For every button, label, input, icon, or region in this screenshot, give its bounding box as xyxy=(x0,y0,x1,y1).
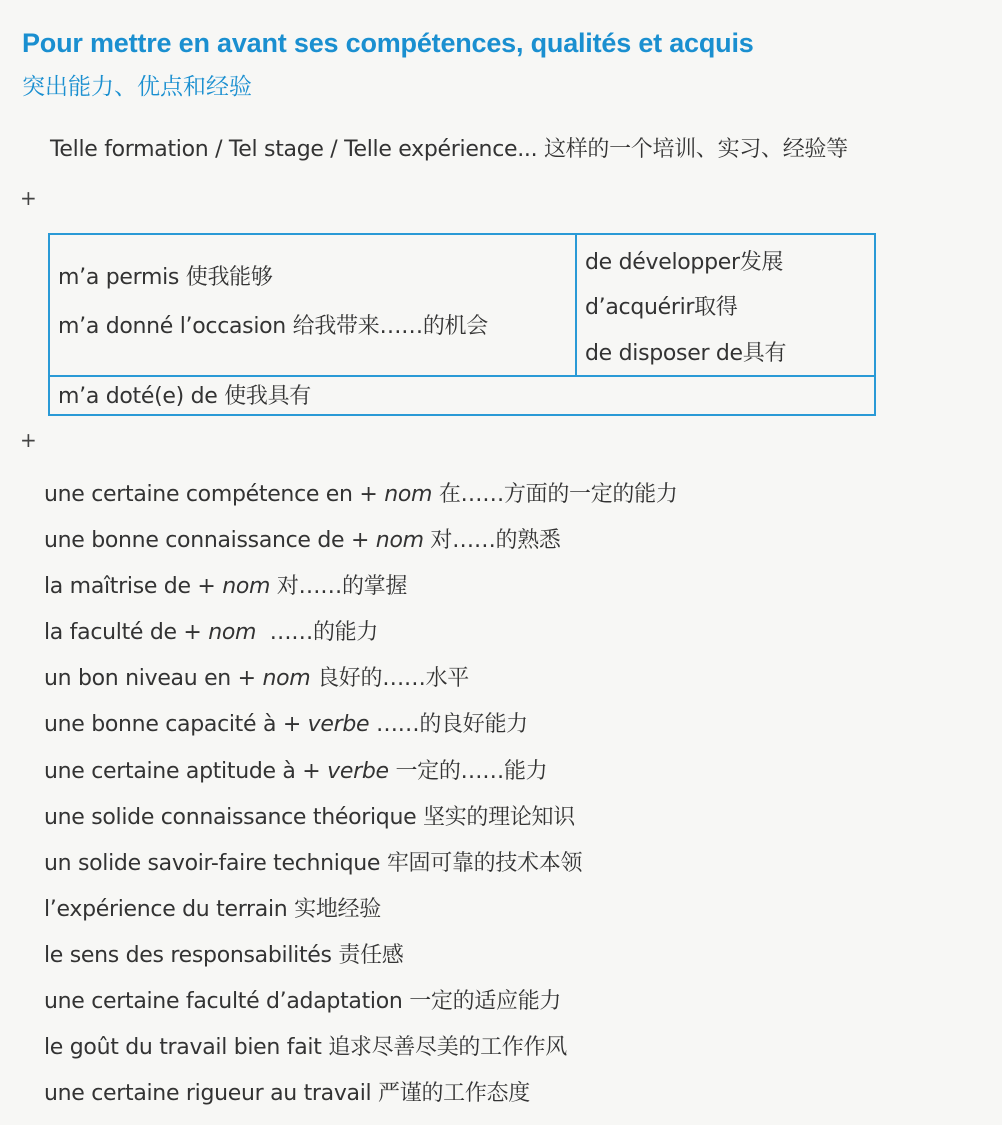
expression-zh: ……的能力 xyxy=(256,620,379,646)
table-cell-right-1: de développer发展 xyxy=(585,250,784,275)
table-cell-left-1: m’a permis 使我能够 xyxy=(58,265,273,290)
list-item xyxy=(44,616,678,662)
expression-list xyxy=(44,478,678,1123)
expression-grammar: nom xyxy=(384,482,433,507)
phrase-table xyxy=(48,233,876,416)
expression-grammar: nom xyxy=(222,574,271,600)
expression-grammar: verbe xyxy=(327,758,389,784)
expression-fr: la faculté de + xyxy=(44,620,209,646)
expression-fr: un solide savoir-faire technique 牢固可靠的技术本领 xyxy=(44,850,583,876)
list-item xyxy=(44,985,678,1031)
list-item xyxy=(44,524,678,570)
page-subtitle: 突出能力、优点和经验 xyxy=(22,74,252,100)
expression-grammar: verbe xyxy=(307,712,370,738)
table-cell-left-2: m’a donné l’occasion 给我带来……的机会 xyxy=(58,314,488,339)
table-cell-bottom: m’a doté(e) de 使我具有 xyxy=(58,384,311,409)
expression-grammar: nom xyxy=(208,620,257,646)
intro-line: Telle formation / Tel stage / Telle expérience... 这样的一个培训、实习、经验等 xyxy=(50,137,848,162)
expression-fr: un bon niveau en + xyxy=(44,666,263,692)
expression-zh: 在……方面的一定的能力 xyxy=(432,482,678,507)
list-item xyxy=(44,662,678,708)
expression-zh: 对……的掌握 xyxy=(270,574,408,600)
expression-fr: le goût du travail bien fait 追求尽善尽美的工作作风 xyxy=(44,1035,567,1061)
list-item xyxy=(44,847,678,893)
expression-grammar: nom xyxy=(262,666,311,692)
plus-sign: + xyxy=(20,186,37,210)
page-title: Pour mettre en avant ses compétences, qualités et acquis xyxy=(22,28,754,58)
list-item xyxy=(44,708,678,754)
list-item xyxy=(44,570,678,616)
list-item xyxy=(44,893,678,939)
expression-fr: une certaine rigueur au travail 严谨的工作态度 xyxy=(44,1081,530,1107)
table-divider-vertical xyxy=(575,235,577,375)
expression-zh: 一定的……能力 xyxy=(388,758,548,784)
table-divider-horizontal xyxy=(50,375,874,377)
list-item xyxy=(44,478,678,524)
expression-zh: 对……的熟悉 xyxy=(423,528,561,554)
expression-fr: une solide connaissance théorique 坚实的理论知识 xyxy=(44,804,575,830)
plus-sign: + xyxy=(20,428,37,452)
expression-fr: l’expérience du terrain 实地经验 xyxy=(44,896,381,922)
expression-fr: une bonne connaissance de + xyxy=(44,528,376,554)
expression-fr: le sens des responsabilités 责任感 xyxy=(44,942,404,968)
table-cell-right-2: d’acquérir取得 xyxy=(585,295,738,320)
list-item xyxy=(44,939,678,985)
expression-fr: une bonne capacité à + xyxy=(44,712,308,738)
expression-zh: ……的良好能力 xyxy=(369,712,528,738)
list-item xyxy=(44,755,678,801)
list-item xyxy=(44,1077,678,1123)
list-item xyxy=(44,801,678,847)
expression-grammar: nom xyxy=(375,528,424,554)
expression-fr: une certaine compétence en + xyxy=(44,482,385,507)
expression-fr: une certaine faculté d’adaptation 一定的适应能力 xyxy=(44,989,562,1015)
expression-fr: la maîtrise de + xyxy=(44,574,223,600)
list-item xyxy=(44,1031,678,1077)
table-cell-right-3: de disposer de具有 xyxy=(585,341,787,366)
expression-zh: 良好的……水平 xyxy=(310,666,469,692)
expression-fr: une certaine aptitude à + xyxy=(44,758,328,784)
